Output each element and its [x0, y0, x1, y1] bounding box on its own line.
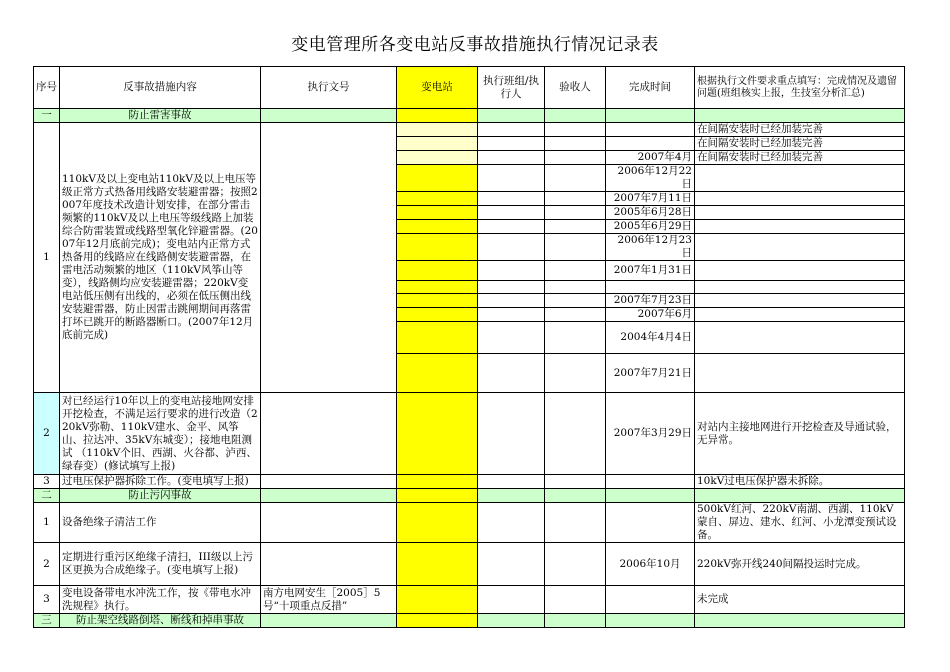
section-title: 防止雷害事故	[60, 109, 261, 123]
section-row	[34, 109, 905, 123]
table-row	[34, 503, 905, 543]
remark-cell	[695, 165, 905, 192]
done-time-cell: 2007年7月21日	[606, 354, 695, 393]
done-time-cell: 2006年12月23日	[606, 234, 695, 261]
done-time-cell	[606, 503, 695, 543]
item-content: 110kV及以上变电站110kV及以上电压等级正常方式热备用线路安装避雷器；按照2007年度技术改造计划安排，在部分雷击频繁的110kV及以上电压等级线路上加装综合防雷装置或线路型氧化锌避雷器。(2007年12月底前完成)；变电站内正常方式热备用的线路应在线路侧安装避雷器，在雷电活动频繁的地区（110kV风筝山等变），线路侧均应安装避雷器；220kV变电站低压侧有出线的，必须在低压侧出线安装避雷器，防止因雷击跳闸期间再落雷打坏已跳开的断路器断口。(2007年12月底前完成)	[60, 123, 261, 393]
header-seq: 序号	[34, 67, 60, 109]
remark-cell	[695, 261, 905, 281]
remark-cell: 500kV红河、220kV南湖、西湖、110kV蒙自、屏边、建水、红河、小龙潭变预试设备。	[695, 503, 905, 543]
section-num: 一	[34, 109, 60, 123]
item-num: 1	[34, 123, 60, 393]
done-time-cell	[606, 281, 695, 294]
section-num: 二	[34, 489, 60, 503]
doc-cell	[261, 503, 397, 543]
remark-cell	[695, 294, 905, 308]
remark-cell: 220kV弥开线240间隔投运时完成。	[695, 543, 905, 586]
done-time-cell: 2005年6月29日	[606, 220, 695, 234]
remark-cell	[695, 308, 905, 322]
done-time-cell	[606, 123, 695, 137]
item-num: 1	[34, 503, 60, 543]
remark-cell: 在间隔安装时已经加装完善	[695, 151, 905, 165]
item-content: 定期进行重污区绝缘子清扫，III级以上污区更换为合成绝缘子。(变电填写上报)	[60, 543, 261, 586]
table-row	[34, 123, 905, 137]
done-time-cell: 2007年1月31日	[606, 261, 695, 281]
section-num: 三	[34, 614, 60, 628]
header-station: 变电站	[397, 67, 478, 109]
item-num: 3	[34, 475, 60, 489]
remark-cell	[695, 206, 905, 220]
item-content: 设备绝缘子清洁工作	[60, 503, 261, 543]
page-title: 变电管理所各变电站反事故措施执行情况记录表	[291, 35, 659, 55]
header-done-time: 完成时间	[606, 67, 695, 109]
table-row	[34, 543, 905, 586]
done-time-cell: 2005年6月28日	[606, 206, 695, 220]
remark-cell	[695, 220, 905, 234]
header-content: 反事故措施内容	[60, 67, 261, 109]
item-content: 对已经运行10年以上的变电站接地网安排开挖检查，不满足运行要求的进行改造（220kV弥勒、110kV建水、金平、风筝山、拉达冲、35kV东城变）；接地电阻测试 （110kV个旧、西湖、火谷都、泸西、绿春变）(修试填写上报)	[60, 393, 261, 475]
done-time-cell: 2004年4月4日	[606, 322, 695, 354]
item-num: 2	[34, 543, 60, 586]
record-table	[33, 66, 905, 628]
doc-cell	[261, 543, 397, 586]
doc-cell: 南方电网安生［2005］5号“十项重点反措”	[261, 586, 397, 614]
item-content: 变电设备带电水冲洗工作，按《带电水冲洗规程》执行。	[60, 586, 261, 614]
header-doc: 执行文号	[261, 67, 397, 109]
remark-cell	[695, 234, 905, 261]
remark-cell: 在间隔安装时已经加装完善	[695, 123, 905, 137]
remark-cell	[695, 354, 905, 393]
done-time-cell: 2007年4月	[606, 151, 695, 165]
done-time-cell: 2007年7月23日	[606, 294, 695, 308]
remark-cell: 未完成	[695, 586, 905, 614]
table-row	[34, 393, 905, 475]
done-time-cell: 2007年6月	[606, 308, 695, 322]
table-row	[34, 475, 905, 489]
section-row	[34, 489, 905, 503]
section-row	[34, 614, 905, 628]
remark-cell	[695, 192, 905, 206]
done-time-cell: 2007年3月29日	[606, 393, 695, 475]
header-acceptor: 验收人	[545, 67, 606, 109]
remark-cell: 对站内主接地网进行开挖检查及导通试验，无异常。	[695, 393, 905, 475]
remark-cell: 在间隔安装时已经加装完善	[695, 137, 905, 151]
section-title: 防止污闪事故	[60, 489, 261, 503]
header-team: 执行班组/执行人	[478, 67, 545, 109]
item-content: 过电压保护器拆除工作。(变电填写上报)	[60, 475, 261, 489]
done-time-cell	[606, 137, 695, 151]
item-num: 2	[34, 393, 60, 475]
remark-cell	[695, 281, 905, 294]
header-remark: 根据执行文件要求重点填写：完成情况及遗留问题(班组核实上报，生技室分析汇总)	[695, 67, 905, 109]
item-num: 3	[34, 586, 60, 614]
done-time-cell: 2006年10月	[606, 543, 695, 586]
done-time-cell	[606, 586, 695, 614]
section-title: 防止架空线路倒塔、断线和掉串事故	[60, 614, 261, 628]
done-time-cell: 2007年7月11日	[606, 192, 695, 206]
remark-cell	[695, 322, 905, 354]
done-time-cell: 2006年12月22日	[606, 165, 695, 192]
table-row	[34, 586, 905, 614]
remark-cell: 10kV过电压保护器未拆除。	[695, 475, 905, 489]
header-row	[34, 67, 905, 109]
